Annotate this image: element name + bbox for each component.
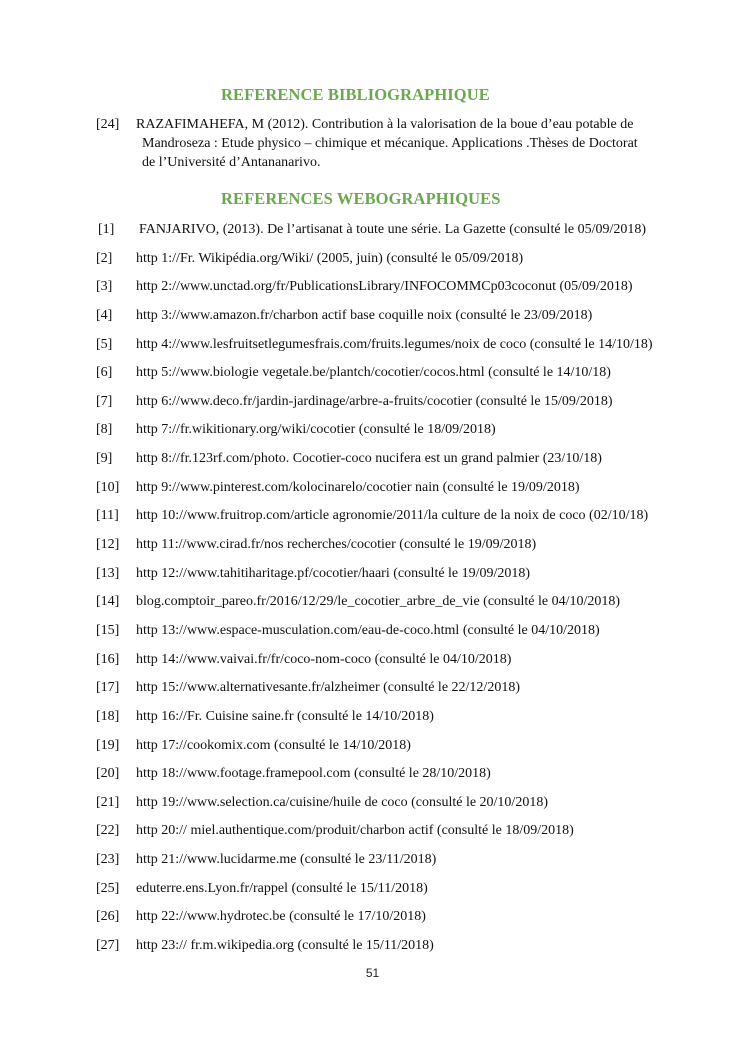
reference-item	[0, 566, 745, 595]
reference-text: http 14://www.vaivai.fr/fr/coco-nom-coco (consulté le 04/10/2018)	[136, 651, 512, 667]
reference-text: http 23:// fr.m.wikipedia.org (consulté le 15/11/2018)	[136, 938, 434, 954]
reference-item	[0, 709, 745, 738]
reference-text: http 13://www.espace-musculation.com/eau-de-coco.html (consulté le 04/10/2018)	[136, 622, 600, 638]
reference-item	[0, 823, 745, 852]
reference-text: http 18://www.footage.framepool.com (consulté le 28/10/2018)	[136, 766, 491, 782]
reference-item	[0, 766, 745, 795]
reference-text: http 10://www.fruitrop.com/article agronomie/2011/la culture de la noix de coco (02/10/18)	[136, 508, 649, 524]
reference-item	[0, 909, 745, 938]
reference-item	[0, 422, 745, 451]
reference-text: http 17://cookomix.com (consulté le 14/10/2018)	[136, 737, 411, 753]
reference-number: [9]	[96, 451, 113, 467]
reference-text: http 9://www.pinterest.com/kolocinarelo/cocotier nain (consulté le 19/09/2018)	[136, 479, 580, 495]
reference-item	[0, 852, 745, 881]
bibliography-entry-line: de l’Université d’Antananarivo.	[142, 155, 321, 170]
reference-item	[0, 938, 745, 967]
reference-number: [14]	[96, 594, 120, 610]
reference-number: [26]	[96, 909, 120, 925]
reference-item	[0, 537, 745, 566]
reference-number: [15]	[96, 622, 120, 638]
reference-number: [21]	[96, 794, 120, 810]
reference-item	[0, 222, 745, 251]
reference-number: [20]	[96, 766, 120, 782]
reference-text: http 1://Fr. Wikipédia.org/Wiki/ (2005, juin) (consulté le 05/09/2018)	[136, 250, 524, 266]
reference-text: eduterre.ens.Lyon.fr/rappel (consulté le 15/11/2018)	[136, 880, 428, 896]
reference-text: http 2://www.unctad.org/fr/PublicationsLibrary/INFOCOMMCp03coconut (05/09/2018)	[136, 279, 633, 295]
reference-text: blog.comptoir_pareo.fr/2016/12/29/le_cocotier_arbre_de_vie (consulté le 04/10/2018)	[136, 594, 621, 610]
reference-text: http 11://www.cirad.fr/nos recherches/cocotier (consulté le 19/09/2018)	[136, 537, 537, 553]
reference-number: [1]	[98, 222, 115, 237]
reference-number: [25]	[96, 880, 120, 896]
reference-item	[0, 881, 745, 910]
reference-item	[0, 738, 745, 767]
reference-number: [8]	[96, 422, 113, 438]
reference-number: [10]	[96, 479, 120, 495]
reference-item	[0, 594, 745, 623]
page-number: 51	[365, 966, 380, 980]
reference-item	[0, 251, 745, 280]
bibliography-entry-number: [24]	[96, 117, 120, 132]
reference-text: http 4://www.lesfruitsetlegumesfrais.com/fruits.legumes/noix de coco (consulté le 14/10/18)	[136, 336, 653, 352]
reference-text: http 21://www.lucidarme.me (consulté le 23/11/2018)	[136, 852, 437, 868]
reference-item	[0, 652, 745, 681]
reference-number: [12]	[96, 537, 120, 553]
reference-text: FANJARIVO, (2013). De l’artisanat à toute une série. La Gazette (consulté le 05/09/2018)	[139, 222, 647, 237]
reference-number: [11]	[96, 508, 119, 524]
reference-text: http 7://fr.wikitionary.org/wiki/cocotier (consulté le 18/09/2018)	[136, 422, 496, 438]
reference-number: [22]	[96, 823, 120, 839]
reference-number: [16]	[96, 651, 120, 667]
reference-text: http 22://www.hydrotec.be (consulté le 17/10/2018)	[136, 909, 426, 925]
bibliography-heading: REFERENCE BIBLIOGRAPHIQUE	[221, 85, 490, 104]
reference-number: [5]	[96, 336, 113, 352]
reference-text: http 5://www.biologie vegetale.be/plantch/cocotier/cocos.html (consulté le 14/10/18)	[136, 365, 611, 381]
reference-item	[0, 508, 745, 537]
reference-item	[0, 279, 745, 308]
reference-item	[0, 680, 745, 709]
reference-number: [13]	[96, 565, 120, 581]
reference-text: http 20:// miel.authentique.com/produit/charbon actif (consulté le 18/09/2018)	[136, 823, 574, 839]
reference-number: [19]	[96, 737, 120, 753]
reference-text: http 3://www.amazon.fr/charbon actif base coquille noix (consulté le 23/09/2018)	[136, 307, 593, 323]
reference-item	[0, 451, 745, 480]
reference-number: [18]	[96, 708, 120, 724]
reference-number: [3]	[96, 279, 113, 295]
reference-text: http 12://www.tahitiharitage.pf/cocotier/haari (consulté le 19/09/2018)	[136, 565, 531, 581]
reference-item	[0, 623, 745, 652]
reference-item	[0, 337, 745, 366]
reference-number: [6]	[96, 365, 113, 381]
reference-number: [4]	[96, 307, 113, 323]
reference-number: [17]	[96, 680, 120, 696]
webography-list	[0, 222, 745, 967]
reference-number: [27]	[96, 938, 120, 954]
reference-item	[0, 480, 745, 509]
reference-text: http 6://www.deco.fr/jardin-jardinage/arbre-a-fruits/cocotier (consulté le 15/09/2018)	[136, 393, 613, 409]
reference-number: [7]	[96, 393, 113, 409]
reference-item	[0, 795, 745, 824]
reference-item	[0, 365, 745, 394]
bibliography-entry-line: Mandroseza : Etude physico – chimique et mécanique. Applications .Thèses de Doctorat	[142, 136, 638, 151]
reference-number: [23]	[96, 852, 120, 868]
bibliography-entry-line: RAZAFIMAHEFA, M (2012). Contribution à la valorisation de la boue d’eau potable de	[136, 117, 634, 132]
reference-text: http 15://www.alternativesante.fr/alzheimer (consulté le 22/12/2018)	[136, 680, 520, 696]
webography-heading: REFERENCES WEBOGRAPHIQUES	[221, 189, 501, 208]
reference-item	[0, 394, 745, 423]
reference-text: http 16://Fr. Cuisine saine.fr (consulté le 14/10/2018)	[136, 708, 434, 724]
reference-text: http 8://fr.123rf.com/photo. Cocotier-coco nucifera est un grand palmier (23/10/18)	[136, 451, 602, 467]
reference-number: [2]	[96, 250, 113, 266]
reference-item	[0, 308, 745, 337]
reference-text: http 19://www.selection.ca/cuisine/huile de coco (consulté le 20/10/2018)	[136, 794, 548, 810]
